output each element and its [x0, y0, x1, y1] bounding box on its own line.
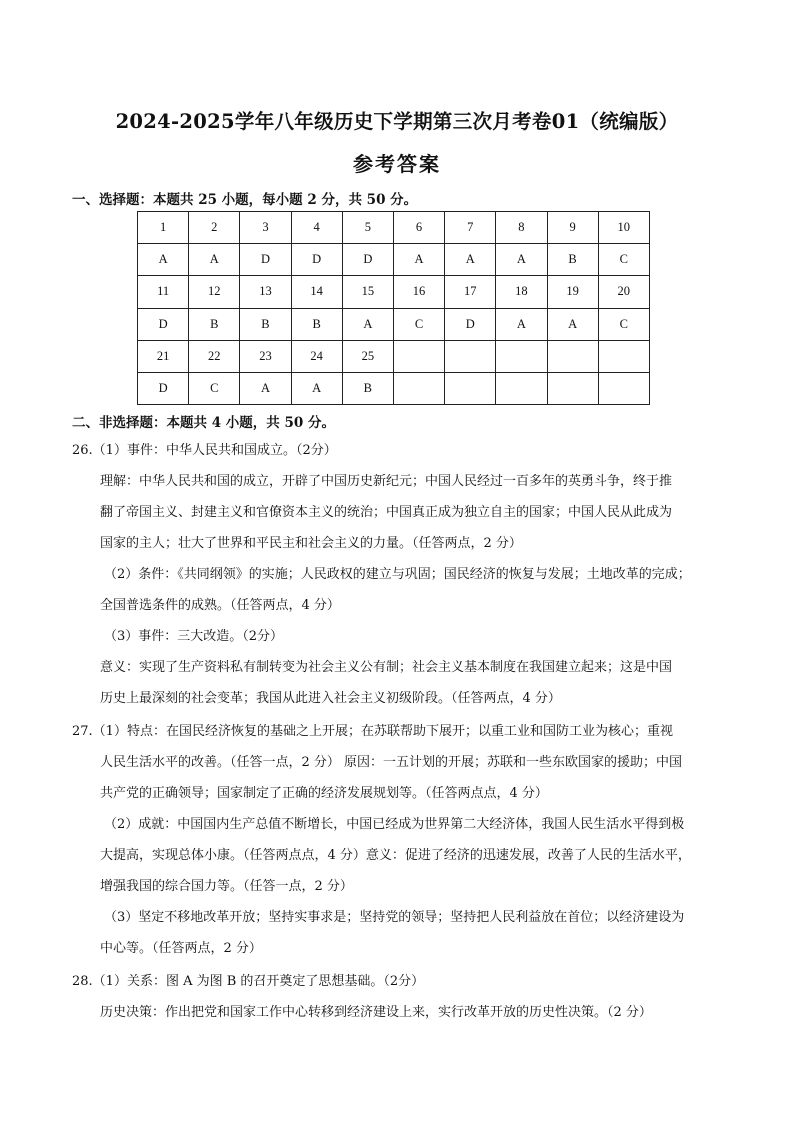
table-cell: A: [445, 244, 496, 276]
table-cell: 7: [445, 212, 496, 244]
table-cell: 15: [342, 276, 393, 308]
table-cell: A: [496, 308, 547, 340]
table-cell: B: [189, 308, 240, 340]
table-cell: A: [342, 308, 393, 340]
table-row: [138, 244, 650, 276]
answer-line: （3）坚定不移地改革开放；坚持实事求是；坚持党的领导；坚持把人民利益放在首位；以经济建设为: [104, 910, 685, 925]
table-cell: [496, 340, 547, 372]
answer-table: [137, 211, 650, 405]
table-cell: [393, 372, 444, 404]
table-cell: D: [138, 372, 189, 404]
table-cell: A: [496, 244, 547, 276]
table-cell: 3: [240, 212, 291, 244]
answer-line: 大提高，实现总体小康。（任答两点点，4 分）意义：促进了经济的迅速发展，改善了人民的生活水平，: [100, 848, 691, 863]
table-cell: 19: [547, 276, 598, 308]
answer-line: 中心等。（任答两点，2 分）: [100, 941, 262, 956]
table-cell: 11: [138, 276, 189, 308]
table-cell: A: [547, 308, 598, 340]
table-cell: 12: [189, 276, 240, 308]
answer-line: （2）条件：《共同纲领》的实施；人民政权的建立与巩固；国民经济的恢复与发展；土地改革的完成；: [104, 567, 691, 582]
table-row: [138, 212, 650, 244]
answer-line: 增强我国的综合国力等。（任答一点，2 分）: [100, 879, 353, 894]
table-cell: 2: [189, 212, 240, 244]
table-cell: D: [445, 308, 496, 340]
table-cell: 13: [240, 276, 291, 308]
table-cell: 1: [138, 212, 189, 244]
table-cell: 10: [598, 212, 649, 244]
section-heading-choice: 一、选择题：本题共 25 小题，每小题 2 分，共 50 分。: [72, 192, 418, 208]
answer-line: 理解：中华人民共和国的成立，开辟了中国历史新纪元；中国人民经过一百多年的英勇斗争，终于推: [100, 474, 673, 489]
table-cell: A: [189, 244, 240, 276]
answer-line: 27.（1）特点：在国民经济恢复的基础之上开展；在苏联帮助下展开；以重工业和国防工业为核心；重视: [72, 724, 673, 739]
answer-line: 26.（1）事件：中华人民共和国成立。（2分）: [72, 443, 337, 458]
document-title: 2024-2025学年八年级历史下学期第三次月考卷01（统编版）: [115, 110, 679, 133]
answer-line: 共产党的正确领导；国家制定了正确的经济发展规划等。（任答两点点，4 分）: [100, 786, 548, 801]
table-cell: [393, 340, 444, 372]
table-cell: 9: [547, 212, 598, 244]
table-cell: B: [547, 244, 598, 276]
table-cell: 17: [445, 276, 496, 308]
table-cell: D: [291, 244, 342, 276]
table-cell: 4: [291, 212, 342, 244]
table-cell: 21: [138, 340, 189, 372]
table-cell: C: [393, 308, 444, 340]
table-cell: 24: [291, 340, 342, 372]
table-cell: [445, 372, 496, 404]
table-cell: A: [393, 244, 444, 276]
table-cell: D: [342, 244, 393, 276]
answer-line: （3）事件：三大改造。（2分）: [104, 629, 284, 644]
table-cell: [547, 340, 598, 372]
table-cell: B: [342, 372, 393, 404]
table-cell: B: [291, 308, 342, 340]
table-cell: C: [598, 308, 649, 340]
table-row: [138, 308, 650, 340]
answer-line: 国家的主人；壮大了世界和平民主和社会主义的力量。（任答两点，2 分）: [100, 536, 522, 551]
table-cell: D: [240, 244, 291, 276]
answer-line: 历史决策：作出把党和国家工作中心转移到经济建设上来，实行改革开放的历史性决策。（2 分）: [100, 1005, 652, 1020]
table-cell: 14: [291, 276, 342, 308]
table-cell: [445, 340, 496, 372]
table-cell: 22: [189, 340, 240, 372]
table-cell: 6: [393, 212, 444, 244]
answer-line: 历史上最深刻的社会变革；我国从此进入社会主义初级阶段。（任答两点，4 分）: [100, 691, 561, 706]
table-cell: [598, 340, 649, 372]
table-row: [138, 276, 650, 308]
table-cell: 5: [342, 212, 393, 244]
table-cell: A: [240, 372, 291, 404]
table-cell: 20: [598, 276, 649, 308]
document-subtitle: 参考答案: [353, 152, 441, 176]
table-cell: 18: [496, 276, 547, 308]
table-cell: A: [291, 372, 342, 404]
table-cell: A: [138, 244, 189, 276]
answer-line: 翻了帝国主义、封建主义和官僚资本主义的统治；中国真正成为独立自主的国家；中国人民从此成为: [100, 505, 673, 520]
table-cell: [598, 372, 649, 404]
table-cell: C: [598, 244, 649, 276]
table-cell: B: [240, 308, 291, 340]
table-cell: 23: [240, 340, 291, 372]
table-cell: 8: [496, 212, 547, 244]
table-cell: 16: [393, 276, 444, 308]
table-cell: 25: [342, 340, 393, 372]
table-cell: D: [138, 308, 189, 340]
table-cell: [496, 372, 547, 404]
table-row: [138, 340, 650, 372]
answer-line: （2）成就：中国国内生产总值不断增长，中国已经成为世界第二大经济体，我国人民生活水平得到极: [104, 817, 685, 832]
answer-line: 意义：实现了生产资料私有制转变为社会主义公有制；社会主义基本制度在我国建立起来；这是中国: [100, 660, 673, 675]
answer-line: 全国普选条件的成熟。（任答两点，4 分）: [100, 598, 340, 613]
table-cell: [547, 372, 598, 404]
section-heading-nonchoice: 二、非选择题：本题共 4 小题，共 50 分。: [72, 415, 335, 431]
table-row: [138, 372, 650, 404]
table-cell: C: [189, 372, 240, 404]
answer-line: 28.（1）关系：图 A 为图 B 的召开奠定了思想基础。（2分）: [72, 974, 425, 989]
answer-line: 人民生活水平的改善。（任答一点，2 分） 原因：一五计划的开展；苏联和一些东欧国家的援助；中国: [100, 755, 683, 770]
